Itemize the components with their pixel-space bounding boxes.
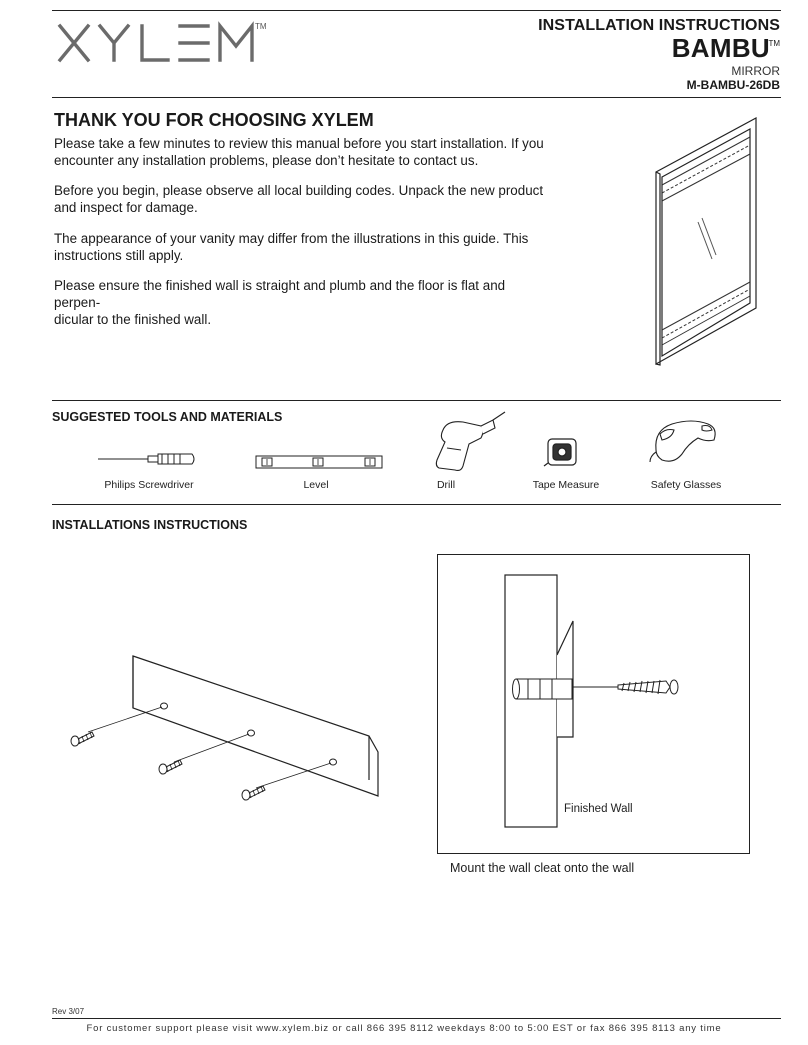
header-bottom-rule	[52, 97, 781, 98]
intro-p4-line2: dicular to the finished wall.	[54, 312, 212, 327]
cleat-screw	[242, 786, 265, 800]
intro-p2-line1: Before you begin, please observe all local building codes. Unpack the new product	[54, 183, 544, 198]
safety-glasses-icon	[648, 410, 722, 472]
header-top-rule	[52, 10, 781, 11]
wall-cleat-illustration	[66, 650, 386, 810]
intro-p1-line1: Please take a few minutes to review this manual before you start installation. If you	[54, 136, 544, 151]
tape-measure-icon	[546, 436, 580, 470]
intro-p1-line2: encounter any installation problems, please don’t hesitate to contact us.	[54, 153, 479, 168]
model-number: M-BAMBU-26DB	[686, 78, 780, 92]
tool-label-safety-glasses: Safety Glasses	[650, 479, 722, 491]
wall-detail-box	[437, 554, 750, 854]
tools-bottom-rule	[52, 504, 781, 505]
tool-label-drill: Drill	[436, 479, 456, 491]
level-icon	[255, 455, 383, 469]
cleat-screw	[159, 760, 182, 774]
step-caption: Mount the wall cleat onto the wall	[450, 861, 635, 875]
intro-p3-line1: The appearance of your vanity may differ from the illustrations in this guide. This	[54, 231, 529, 246]
intro-p3-line2: instructions still apply.	[54, 248, 184, 263]
intro-paragraph	[54, 230, 554, 264]
tool-label-screwdriver: Philips Screwdriver	[104, 479, 194, 491]
finished-wall-label: Finished Wall	[564, 803, 633, 815]
footer-rule	[52, 1018, 781, 1019]
intro-paragraph	[54, 277, 554, 328]
brand-logo-wordmark	[56, 18, 268, 68]
doc-type: INSTALLATION INSTRUCTIONS	[538, 17, 780, 34]
instructions-heading: INSTALLATIONS INSTRUCTIONS	[52, 518, 248, 532]
product-category: MIRROR	[731, 64, 780, 78]
intro-paragraph	[54, 135, 554, 169]
intro-p2-line2: and inspect for damage.	[54, 200, 198, 215]
tools-top-rule	[52, 400, 781, 401]
product-name: BAMBU	[671, 33, 770, 63]
brand-tm: TM	[255, 22, 267, 31]
intro-p4-line1: Please ensure the finished wall is straight and plumb and the floor is flat and perpen-	[54, 278, 506, 310]
intro-heading: THANK YOU FOR CHOOSING XYLEM	[54, 110, 374, 130]
support-footer: For customer support please visit www.xylem.biz or call 866 395 8112 weekdays 8:00 to 5:00 EST or fax 866 395 8113 any time	[86, 1023, 722, 1034]
cleat-screw	[71, 732, 94, 746]
tools-heading: SUGGESTED TOOLS AND MATERIALS	[52, 410, 283, 424]
tool-label-tape-measure: Tape Measure	[532, 479, 600, 491]
product-tm: TM	[768, 39, 780, 48]
tool-label-level: Level	[303, 479, 329, 491]
revision-label: Rev 3/07	[52, 1007, 85, 1016]
drill-icon	[433, 408, 509, 476]
intro-paragraph	[54, 182, 554, 216]
screwdriver-icon	[96, 450, 198, 468]
mirror-illustration	[640, 112, 770, 372]
brand-logo	[56, 18, 268, 73]
